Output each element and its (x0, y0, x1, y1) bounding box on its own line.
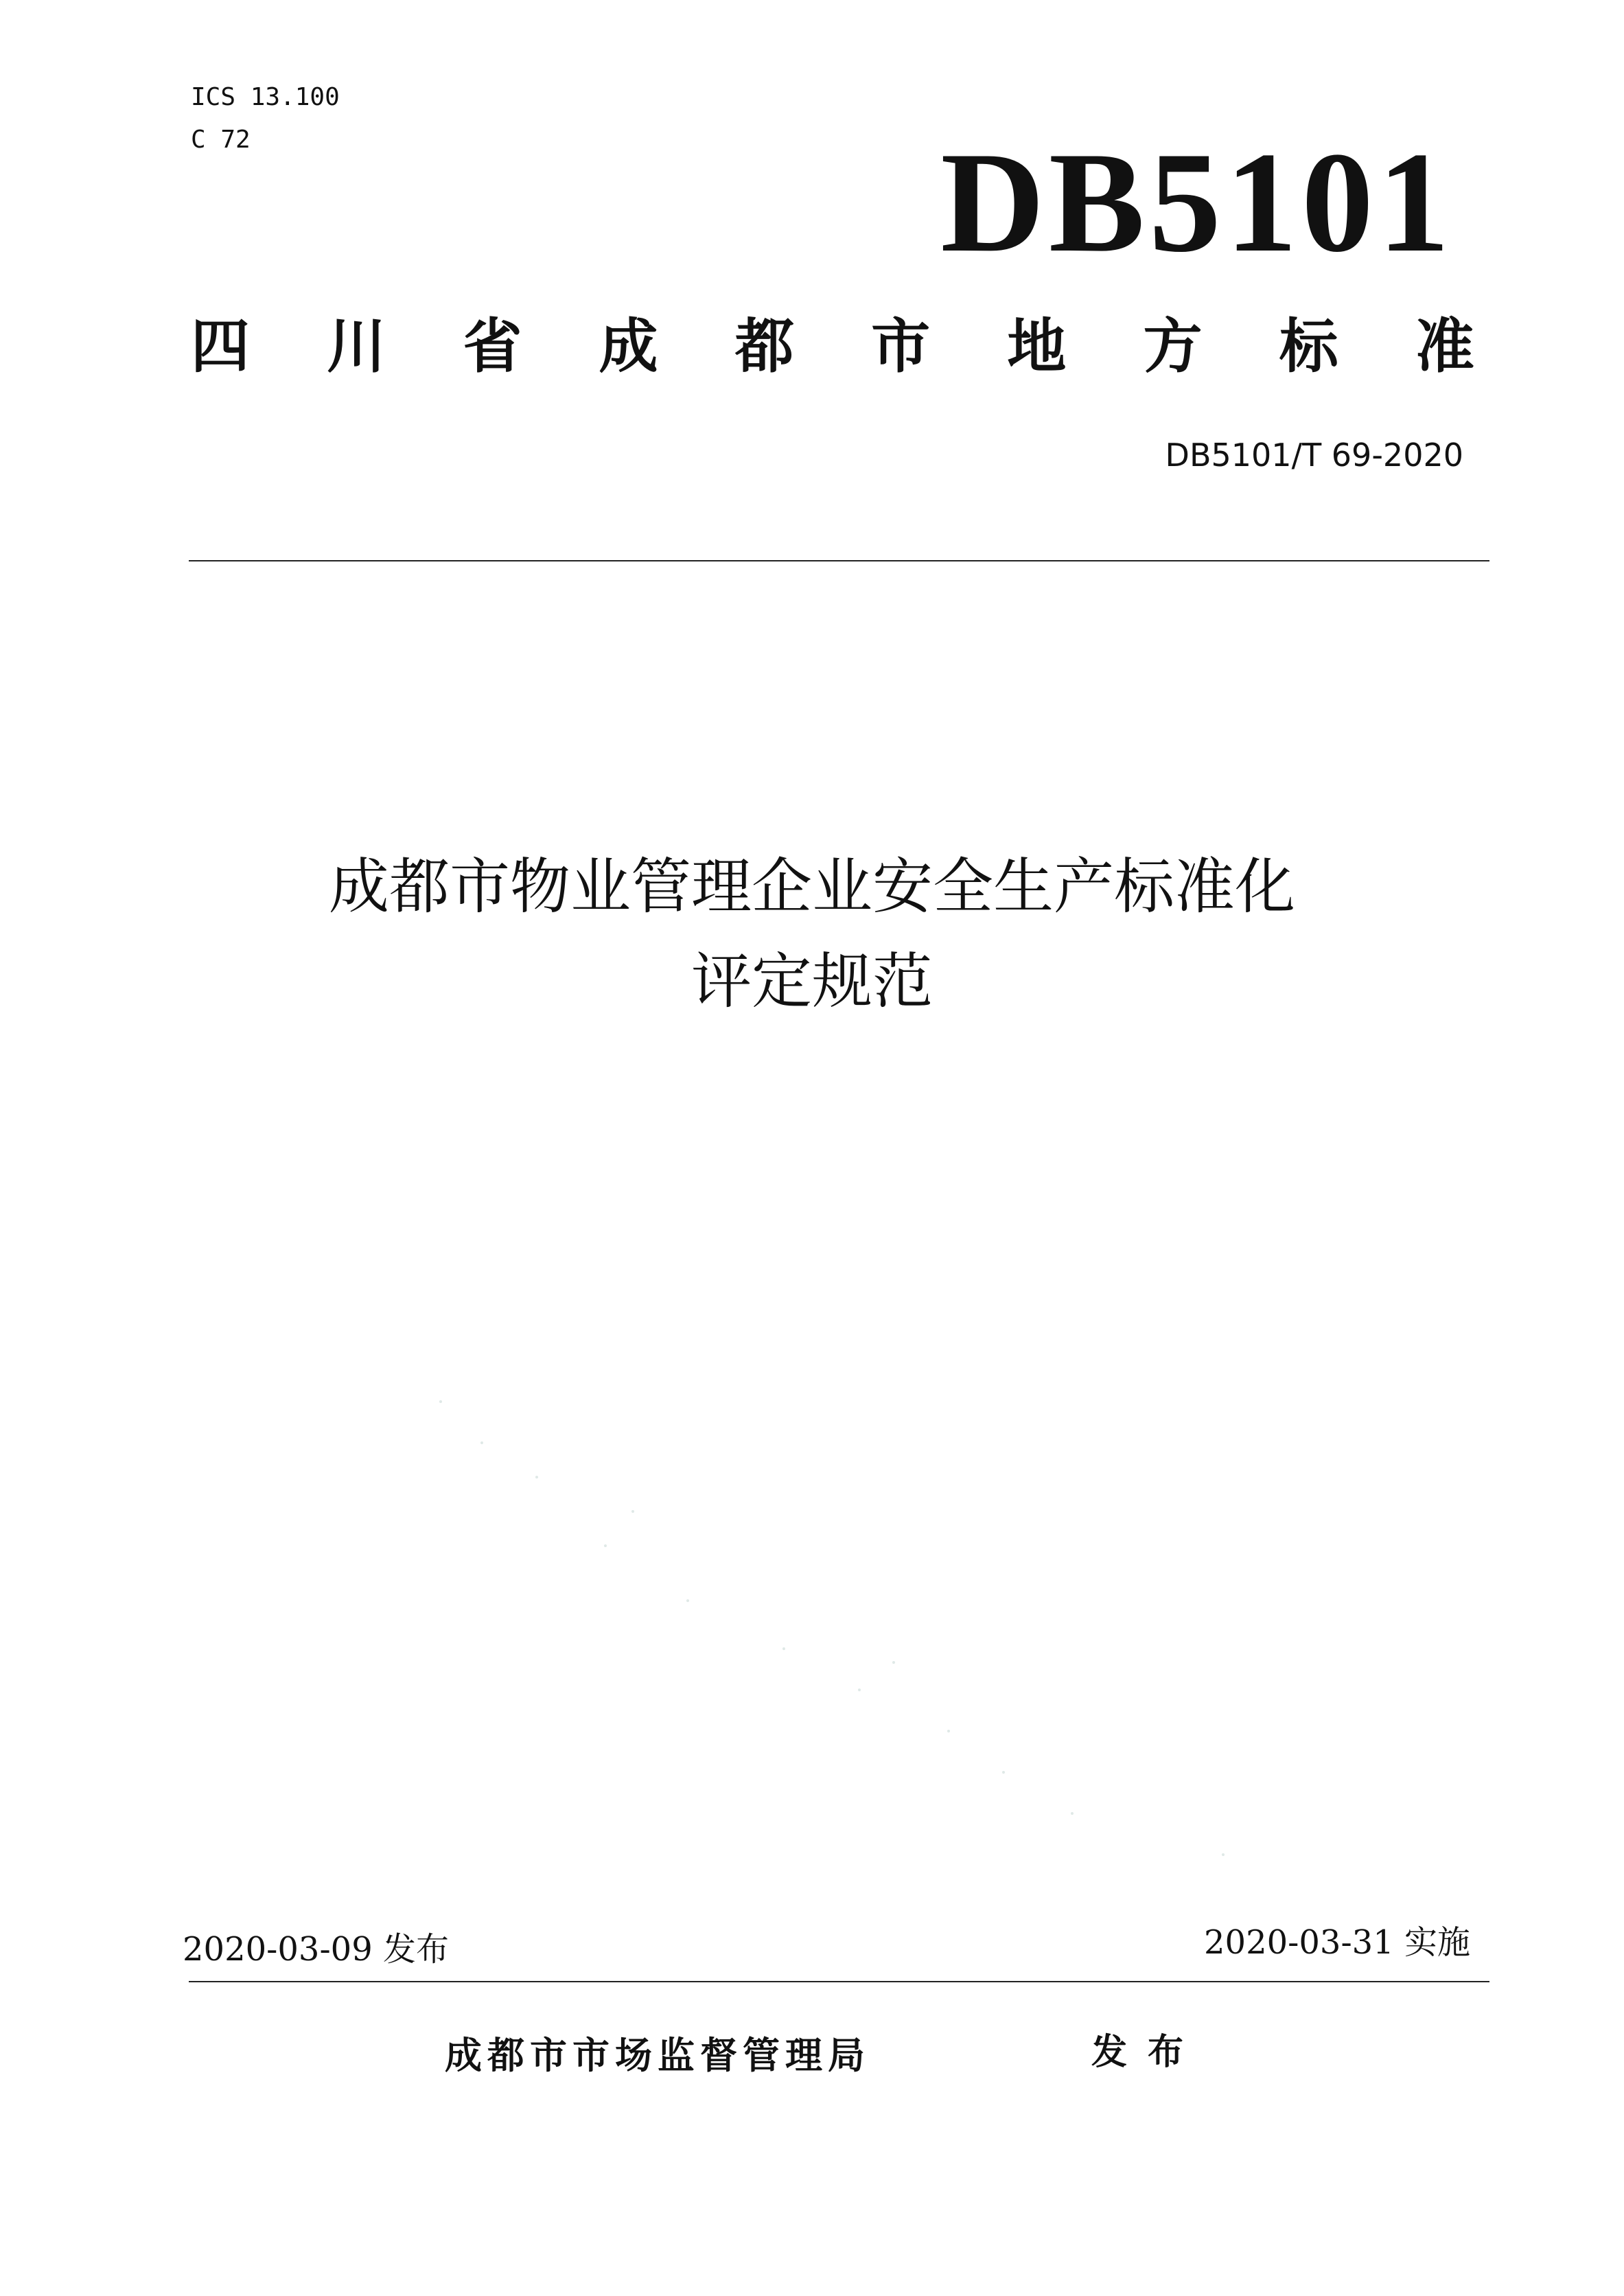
standard-mark: DB5101 (940, 123, 1454, 282)
speckle (1071, 1812, 1074, 1815)
standard-type-heading (191, 312, 1474, 381)
standard-type-char: 标 (1279, 312, 1338, 381)
speckle (947, 1730, 950, 1732)
document-title-line-1: 成都市物业管理企业安全生产标准化 (328, 851, 1295, 922)
footer-divider (189, 1981, 1489, 1982)
standard-type-char: 省 (463, 312, 522, 381)
standard-number: DB5101/T 69-2020 (1165, 437, 1463, 474)
standard-type-char: 市 (871, 312, 931, 381)
ics-code: ICS 13.100 (191, 83, 340, 111)
standard-type-char: 地 (1007, 312, 1067, 381)
standard-type-char: 川 (327, 312, 386, 381)
standard-type-char: 成 (599, 312, 658, 381)
speckle (535, 1476, 538, 1479)
speckle (1222, 1853, 1225, 1856)
document-title-line-2: 评定规范 (691, 946, 933, 1017)
speckle (1002, 1771, 1005, 1774)
implementation-date: 2020-03-31 实施 (1203, 1923, 1470, 1962)
standard-type-char: 方 (1143, 312, 1203, 381)
speckle (631, 1510, 634, 1513)
publish-label: 发布 (1091, 2032, 1205, 2073)
ccs-code: C 72 (191, 126, 251, 154)
speckle (480, 1441, 483, 1444)
speckle (782, 1647, 785, 1650)
speckle (439, 1400, 442, 1403)
header-divider (189, 560, 1489, 561)
standard-type-char: 准 (1415, 312, 1474, 381)
speckle (858, 1689, 861, 1691)
publisher-name: 成都市市场监督管理局 (445, 2034, 870, 2077)
speckle (604, 1544, 607, 1547)
standard-type-char: 都 (734, 312, 794, 381)
speckle (686, 1599, 689, 1602)
issue-date: 2020-03-09 发布 (183, 1930, 450, 1969)
speckle (892, 1661, 895, 1664)
standard-type-char: 四 (191, 312, 250, 381)
